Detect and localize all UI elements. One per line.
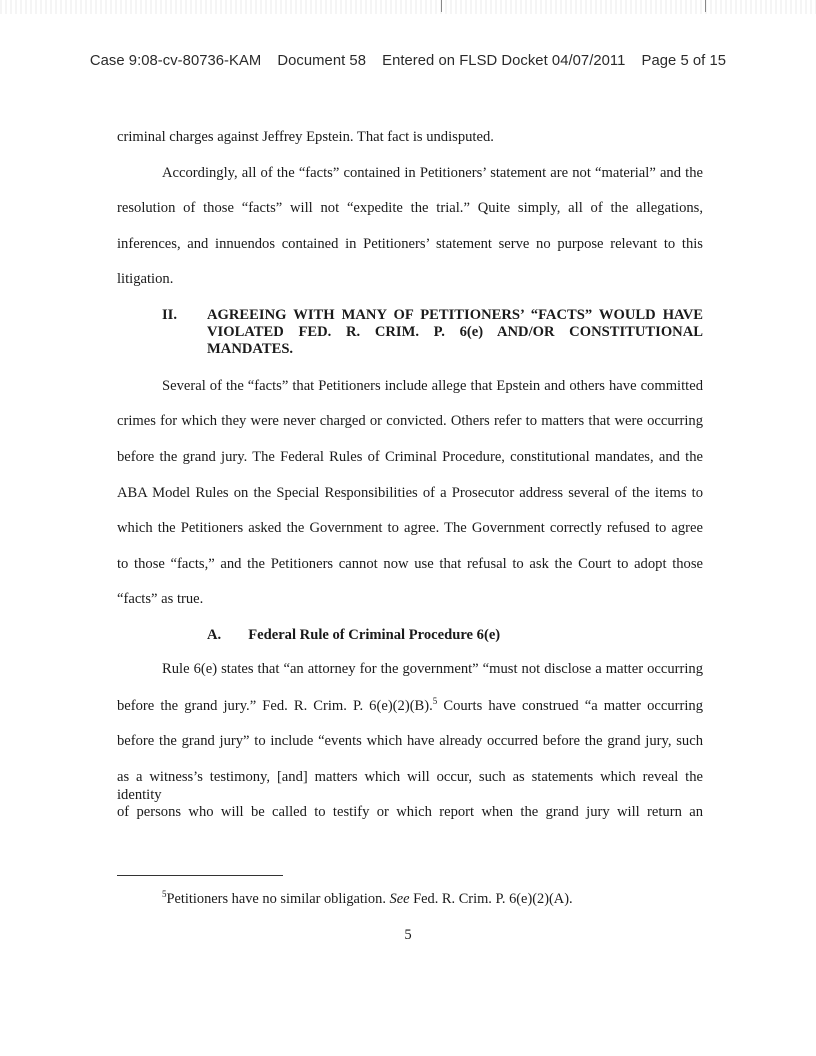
footnote-signal: See bbox=[389, 891, 410, 907]
section-title: AGREEING WITH MANY OF PETITIONERS’ “FACTS” WOULD HAVE VIOLATED FED. R. CRIM. P. 6(e) AND/OR CONSTITUTIONAL MANDATES. bbox=[207, 307, 703, 357]
body-line: to those “facts,” and the Petitioners cannot now use that refusal to ask the Court to adopt those bbox=[117, 556, 703, 572]
body-line: Rule 6(e) states that “an attorney for the government” “must not disclose a matter occurring bbox=[162, 661, 703, 677]
body-line: “facts” as true. bbox=[117, 591, 204, 607]
case-number: Case 9:08-cv-80736-KAM bbox=[89, 53, 262, 69]
body-text-segment: before the grand jury.” Fed. R. Crim. P. 6(e)(2)(B). bbox=[117, 698, 433, 714]
body-line: Several of the “facts” that Petitioners include allege that Epstein and others have committed bbox=[162, 378, 703, 394]
body-line: before the grand jury” to include “events which have already occurred before the grand jury, such bbox=[117, 733, 703, 749]
body-line: of persons who will be called to testify or which report when the grand jury will return an bbox=[117, 804, 703, 820]
scan-artifact-tick bbox=[705, 0, 706, 12]
body-line: Accordingly, all of the “facts” contained in Petitioners’ statement are not “material” and the bbox=[162, 165, 703, 181]
footnote-separator bbox=[117, 875, 283, 876]
footnote-text: Petitioners have no similar obligation. bbox=[166, 891, 390, 907]
body-line: inferences, and innuendos contained in Petitioners’ statement serve no purpose relevant to this bbox=[117, 236, 703, 252]
page-count: Page 5 of 15 bbox=[641, 53, 727, 69]
scan-artifact-strip bbox=[0, 0, 816, 14]
subsection-title: Federal Rule of Criminal Procedure 6(e) bbox=[248, 627, 501, 643]
body-text-segment: Courts have construed “a matter occurring bbox=[437, 698, 703, 714]
page-number: 5 bbox=[404, 927, 412, 943]
ecf-header bbox=[0, 53, 816, 69]
subsection-heading bbox=[207, 626, 500, 644]
body-line: crimes for which they were never charged or convicted. Others refer to matters that were occurring bbox=[117, 413, 703, 429]
body-line: resolution of those “facts” will not “expedite the trial.” Quite simply, all of the allegations, bbox=[117, 200, 703, 216]
footnote-reference: 5 bbox=[432, 696, 438, 706]
body-line: criminal charges against Jeffrey Epstein. That fact is undisputed. bbox=[117, 129, 494, 145]
body-line bbox=[117, 697, 703, 715]
body-line: before the grand jury. The Federal Rules of Criminal Procedure, constitutional mandates, and the bbox=[117, 449, 703, 465]
body-line: ABA Model Rules on the Special Responsibilities of a Prosecutor address several of the items to bbox=[117, 485, 703, 501]
document-number: Document 58 bbox=[277, 53, 366, 69]
subsection-letter: A. bbox=[207, 627, 222, 643]
body-line: as a witness’s testimony, [and] matters which will occur, such as statements which reveal the identity bbox=[117, 769, 703, 803]
body-line: litigation. bbox=[117, 271, 174, 287]
section-number: II. bbox=[162, 307, 178, 323]
docket-entry: Entered on FLSD Docket 04/07/2011 bbox=[382, 53, 626, 69]
footnote-marker: 5 bbox=[162, 889, 167, 899]
footnote bbox=[162, 890, 573, 908]
body-line: which the Petitioners asked the Government to agree. The Government correctly refused to agree bbox=[117, 520, 703, 536]
section-heading bbox=[162, 307, 703, 358]
scan-artifact-tick bbox=[441, 0, 442, 12]
footnote-citation: Fed. R. Crim. P. 6(e)(2)(A). bbox=[409, 891, 573, 907]
